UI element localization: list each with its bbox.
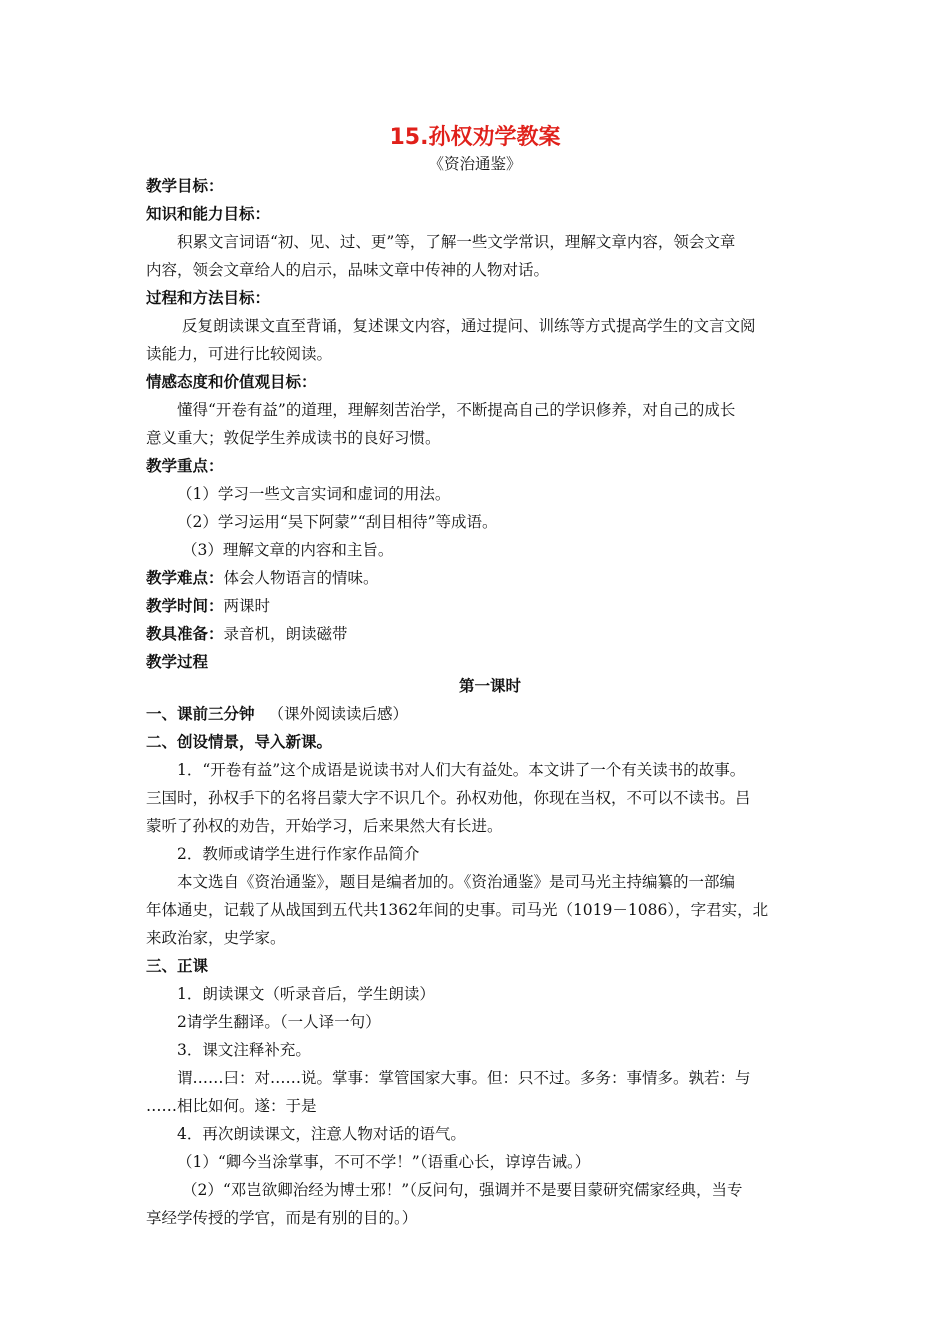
section-label: 一、课前三分钟 bbox=[146, 705, 255, 723]
goal-line: 教学重点： bbox=[146, 457, 224, 475]
body-line: 谓……曰：对……说。掌事：掌管国家大事。但：只不过。多务：事情多。孰若：与 bbox=[177, 1069, 751, 1087]
body-line: 本文选自《资治通鉴》，题目是编者加的。《资治通鉴》是司马光主持编纂的一部编 bbox=[177, 873, 736, 891]
section-row bbox=[146, 728, 806, 756]
goal-line: （2）学习运用“吴下阿蒙”“刮目相待”等成语。 bbox=[177, 513, 498, 531]
goal-line: 情感态度和价值观目标： bbox=[146, 373, 317, 391]
goal-line: 积累文言词语“初、见、过、更”等，了解一些文学常识，理解文章内容，领会文章 bbox=[177, 233, 736, 251]
field-row bbox=[146, 620, 806, 648]
document-title: 15.孙权劝学教案 bbox=[389, 125, 561, 150]
goal-line: 知识和能力目标： bbox=[146, 205, 271, 223]
goal-line: 内容，领会文章给人的启示，品味文章中传神的人物对话。 bbox=[146, 261, 550, 279]
body-line: 3．课文注释补充。 bbox=[177, 1041, 311, 1059]
lesson-heading: 第一课时 bbox=[458, 677, 521, 695]
body-line: 三、正课 bbox=[146, 957, 209, 975]
body-line: 享经学传授的学官，而是有别的目的。） bbox=[146, 1209, 418, 1227]
field-row bbox=[146, 564, 806, 592]
section-value: （课外阅读读后感） bbox=[268, 705, 409, 723]
body-line: 蒙听了孙权的劝告，开始学习，后来果然大有长进。 bbox=[146, 817, 503, 835]
document-subtitle: 《资治通鉴》 bbox=[428, 155, 522, 173]
field-label: 教学时间： bbox=[146, 597, 224, 615]
body-line: 2．教师或请学生进行作家作品简介 bbox=[177, 845, 420, 863]
field-value: 两课时 bbox=[223, 597, 271, 615]
body-line: 年体通史，记载了从战国到五代共1362年间的史事。司马光（1019－1086），字君实，北 bbox=[146, 901, 769, 919]
field-label: 教学难点： bbox=[146, 569, 224, 587]
body-line: ……相比如何。遂：于是 bbox=[146, 1097, 317, 1115]
goal-line: 过程和方法目标： bbox=[146, 289, 271, 307]
goal-line: 懂得“开卷有益”的道理，理解刻苦治学，不断提高自己的学识修养，对自己的成长 bbox=[177, 401, 736, 419]
goal-line: （1）学习一些文言实词和虚词的用法。 bbox=[177, 485, 451, 503]
field-value: 录音机，朗读磁带 bbox=[223, 625, 348, 643]
process-heading: 教学过程 bbox=[146, 653, 209, 671]
body-line: 三国时，孙权手下的名将吕蒙大字不识几个。孙权劝他，你现在当权，不可以不读书。吕 bbox=[146, 789, 751, 807]
body-line: 2请学生翻译。（一人译一句） bbox=[177, 1013, 381, 1031]
body-line: 1．“开卷有益”这个成语是说读书对人们大有益处。本文讲了一个有关读书的故事。 bbox=[177, 761, 746, 779]
goal-line: 教学目标： bbox=[146, 177, 224, 195]
goal-line: （3）理解文章的内容和主旨。 bbox=[182, 541, 394, 559]
field-label: 教具准备： bbox=[146, 625, 224, 643]
goal-line: 读能力，可进行比较阅读。 bbox=[146, 345, 333, 363]
section-row bbox=[146, 700, 806, 728]
section-label: 二、创设情景，导入新课。 bbox=[146, 733, 333, 751]
body-line: 1．朗读课文（听录音后，学生朗读） bbox=[177, 985, 435, 1003]
goal-line: 反复朗读课文直至背诵，复述课文内容，通过提问、训练等方式提高学生的文言文阅 bbox=[182, 317, 756, 335]
field-row bbox=[146, 592, 806, 620]
body-line: 4．再次朗读课文，注意人物对话的语气。 bbox=[177, 1125, 466, 1143]
field-value: 体会人物语言的情味。 bbox=[223, 569, 379, 587]
goal-line: 意义重大；敦促学生养成读书的良好习惯。 bbox=[146, 429, 441, 447]
body-line: （1）“卿今当涂掌事，不可不学！”（语重心长，谆谆告诫。） bbox=[177, 1153, 591, 1171]
body-line: 来政治家，史学家。 bbox=[146, 929, 286, 947]
body-line: （2）“邓岂欲卿治经为博士邪！”（反问句，强调并不是要目蒙研究儒家经典，当专 bbox=[182, 1181, 743, 1199]
